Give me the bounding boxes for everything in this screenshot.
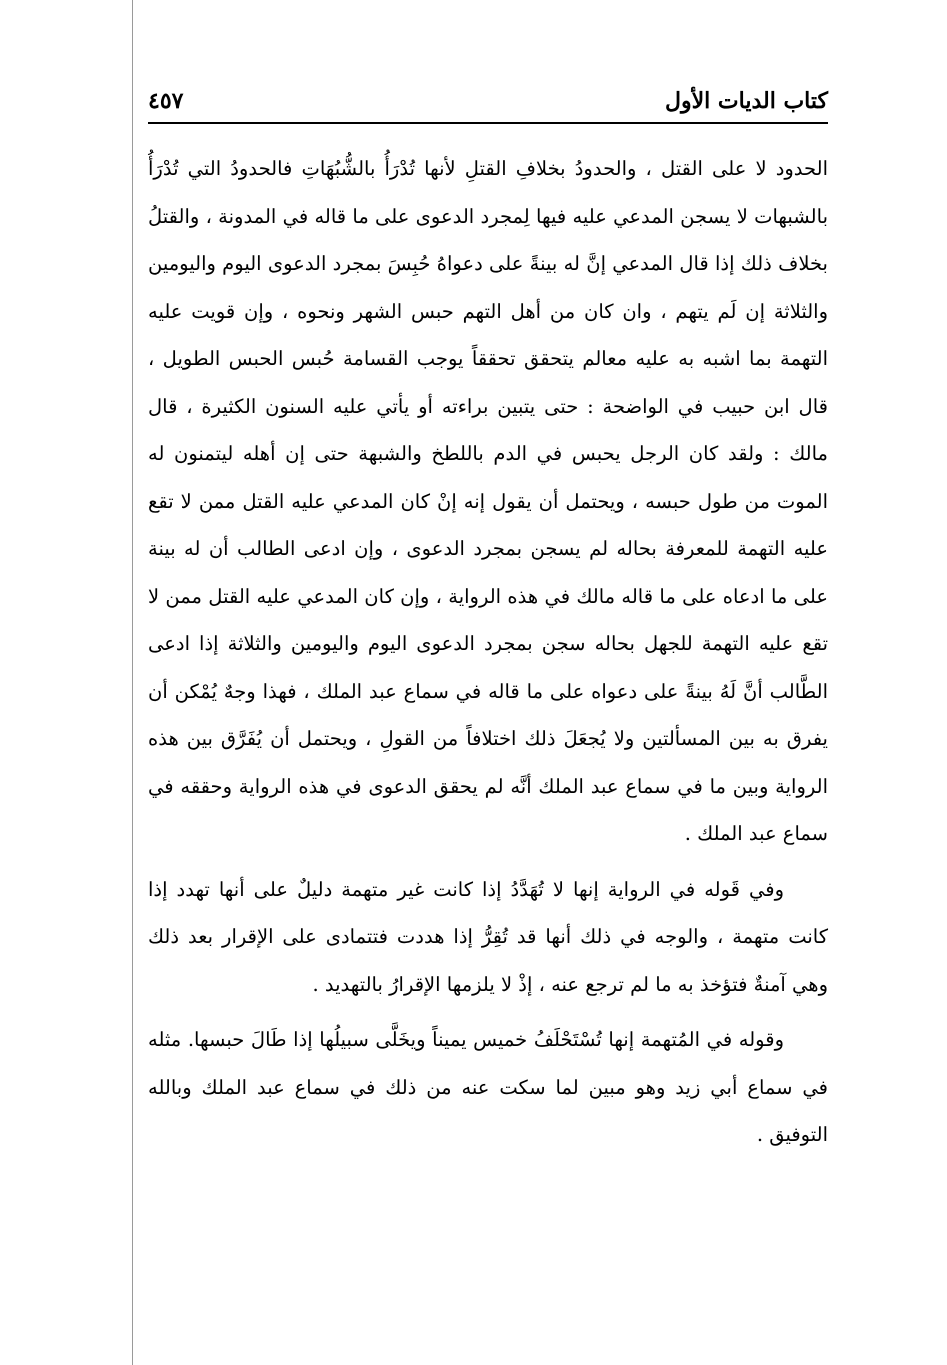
- page-number: ٤٥٧: [148, 88, 184, 114]
- body-text: [148, 145, 828, 1159]
- page-header: [148, 86, 828, 120]
- page-binding-line: [132, 0, 133, 1365]
- paragraph-1: الحدود لا على القتل ، والحدودُ بخلافِ القتلِ لأنها تُدْرَأُ بالشُّبُهَاتِ فالحدودُ التي تُدْرَأُ بالشبهات لا يسجن المدعي عليه فيها لِمجرد الدعوى على ما قاله في المدونة ، والقتلُ بخلاف ذلك إذا قال المدعي إنَّ له بينةً على دعواهُ حُبِسَ بمجرد الدعوى اليوم واليومين والثلاثة إن لَم يتهم ، وان كان من أهل التهم حبس الشهر ونحوه ، وإن قويت عليه التهمة بما اشبه به عليه معالم يتحقق تحققاً يوجب القسامة حُبس الحبس الطويل ، قال ابن حبيب في الواضحة : حتى يتبين براءته أو يأتي عليه السنون الكثيرة ، قال مالك : ولقد كان الرجل يحبس في الدم باللطخ والشبهة حتى إن أهله ليتمنون له الموت من طول حبسه ، ويحتمل أن يقول إنه إنْ كان المدعي عليه القتل ممن لا تقع عليه التهمة للمعرفة بحاله لم يسجن بمجرد الدعوى ، وإن ادعى الطالب أن له بينة على ما ادعاه على ما قاله مالك في هذه الرواية ، وإن كان المدعي عليه القتل ممن لا تقع عليه التهمة للجهل بحاله سجن بمجرد الدعوى اليوم واليومين والثلاثة إذا ادعى الطَّالب أنَّ لَهُ بينةً على دعواه على ما قاله في سماع عبد الملك ، فهذا وجهٌ يُمْكن أن يفرق به بين المسألتين ولا يُجعَلَ ذلك اختلافاً من القولِ ، ويحتمل أن يُفَرَّق بين هذه الرواية وبين ما في سماع عبد الملك أنَّه لم يحقق الدعوى في هذه الرواية وحققه في سماع عبد الملك .: [148, 157, 828, 845]
- header-rule: [148, 122, 828, 124]
- paragraph-2: وفي قَوله في الرواية إنها لا تُهَدَّدُ إذا كانت غير متهمة دليلٌ على أنها تهدد إذا كانت متهمة ، والوجه في ذلك أنها قد تُقِرُّ إذا هددت فتتمادى على الإقرار بعد ذلك وهي آمنةٌ فتؤخذ به ما لم ترجع عنه ، إذْ لا يلزمها الإقرارُ بالتهديد .: [148, 877, 828, 996]
- running-title: كتاب الديات الأول: [664, 88, 828, 114]
- paragraph-3: وقوله في المُتهمة إنها تُسْتَحْلَفُ خميس يميناً ويخَلَّى سبيلُها إذا طَالَ حبسها. مثله في سماع أبي زيد وهو مبين لما سكت عنه من ذلك في سماع عبد الملك وبالله التوفيق .: [148, 1028, 828, 1146]
